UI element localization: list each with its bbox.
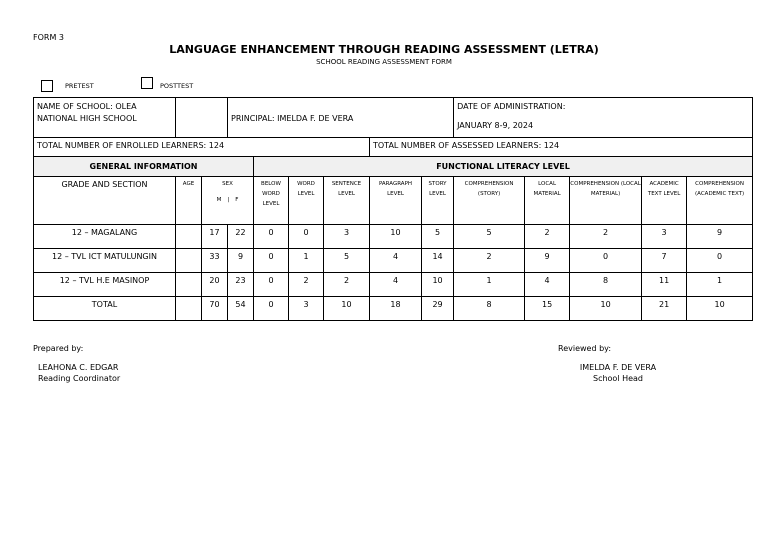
form-title: LANGUAGE ENHANCEMENT THROUGH READING ASSESSMENT (LETRA) bbox=[169, 43, 599, 56]
general-information-header: GENERAL INFORMATION bbox=[34, 157, 254, 177]
col-comp-academic: COMPREHENSION (ACADEMIC TEXT) bbox=[687, 177, 753, 225]
cell-local: 15 bbox=[525, 297, 570, 321]
col-comp-story: COMPREHENSION (STORY) bbox=[454, 177, 525, 225]
cell-age bbox=[176, 297, 202, 321]
cell-grade-section: 12 – TVL ICT MATULUNGIN bbox=[34, 249, 176, 273]
blank-cell bbox=[176, 98, 228, 138]
cell-word: 0 bbox=[289, 225, 324, 249]
cell-male: 70 bbox=[202, 297, 228, 321]
cell-comp-story: 5 bbox=[454, 225, 525, 249]
date-cell bbox=[454, 98, 753, 138]
col-age: AGE bbox=[176, 177, 202, 225]
col-comp-local: COMPREHENSION (LOCAL MATERIAL) bbox=[570, 177, 642, 225]
cell-male: 17 bbox=[202, 225, 228, 249]
cell-paragraph: 10 bbox=[370, 225, 422, 249]
date-value: JANUARY 8-9, 2024 bbox=[457, 121, 534, 130]
col-story: STORY LEVEL bbox=[422, 177, 454, 225]
pretest-checkbox[interactable] bbox=[41, 80, 53, 92]
cell-academic: 21 bbox=[642, 297, 687, 321]
prepared-by-role: Reading Coordinator bbox=[38, 374, 121, 383]
col-sex-m: M bbox=[216, 197, 222, 203]
cell-age bbox=[176, 273, 202, 297]
col-sentence: SENTENCE LEVEL bbox=[324, 177, 370, 225]
col-sex-f: F bbox=[235, 197, 239, 203]
cell-female: 22 bbox=[228, 225, 254, 249]
form-subtitle: SCHOOL READING ASSESSMENT FORM bbox=[316, 58, 452, 66]
cell-below-word: 0 bbox=[254, 249, 289, 273]
cell-sentence: 5 bbox=[324, 249, 370, 273]
cell-local: 4 bbox=[525, 273, 570, 297]
cell-comp-local: 10 bbox=[570, 297, 642, 321]
cell-local: 2 bbox=[525, 225, 570, 249]
col-below-word: BELOW WORD LEVEL bbox=[254, 177, 289, 225]
col-sex bbox=[202, 177, 254, 225]
cell-below-word: 0 bbox=[254, 273, 289, 297]
cell-grade-section: 12 – TVL H.E MASINOP bbox=[34, 273, 176, 297]
pretest-label: PRETEST bbox=[65, 82, 94, 90]
cell-paragraph: 4 bbox=[370, 273, 422, 297]
cell-sentence: 2 bbox=[324, 273, 370, 297]
prepared-by-block bbox=[38, 362, 120, 384]
col-word: WORD LEVEL bbox=[289, 177, 324, 225]
cell-age bbox=[176, 249, 202, 273]
reviewed-by-name: IMELDA F. DE VERA bbox=[579, 363, 657, 372]
table-row bbox=[34, 225, 753, 249]
cell-comp-story: 2 bbox=[454, 249, 525, 273]
cell-comp-academic: 10 bbox=[687, 297, 753, 321]
principal-text: PRINCIPAL: IMELDA F. DE VERA bbox=[231, 114, 354, 123]
cell-female: 9 bbox=[228, 249, 254, 273]
cell-age bbox=[176, 225, 202, 249]
col-academic: ACADEMIC TEXT LEVEL bbox=[642, 177, 687, 225]
functional-literacy-header: FUNCTIONAL LITERACY LEVEL bbox=[254, 157, 753, 177]
reviewed-by-role: School Head bbox=[592, 374, 644, 383]
cell-story: 29 bbox=[422, 297, 454, 321]
prepared-by-label: Prepared by: bbox=[33, 344, 84, 353]
cell-comp-academic: 1 bbox=[687, 273, 753, 297]
cell-word: 2 bbox=[289, 273, 324, 297]
cell-comp-local: 2 bbox=[570, 225, 642, 249]
cell-comp-story: 1 bbox=[454, 273, 525, 297]
posttest-checkbox[interactable] bbox=[141, 77, 153, 89]
school-name-line1: NAME OF SCHOOL: OLEA bbox=[37, 102, 137, 111]
col-sex-label: SEX bbox=[222, 181, 233, 187]
principal-cell bbox=[228, 98, 454, 138]
cell-comp-local: 8 bbox=[570, 273, 642, 297]
enrolled-text: TOTAL NUMBER OF ENROLLED LEARNERS: 124 bbox=[37, 141, 225, 150]
enrolled-cell bbox=[34, 138, 370, 157]
col-sex-separator: | bbox=[227, 197, 230, 203]
assessed-cell bbox=[370, 138, 753, 157]
cell-academic: 3 bbox=[642, 225, 687, 249]
cell-below-word: 0 bbox=[254, 297, 289, 321]
cell-academic: 7 bbox=[642, 249, 687, 273]
cell-story: 5 bbox=[422, 225, 454, 249]
cell-academic: 11 bbox=[642, 273, 687, 297]
table-row bbox=[34, 249, 753, 273]
col-local: LOCAL MATERIAL bbox=[525, 177, 570, 225]
cell-male: 20 bbox=[202, 273, 228, 297]
assessment-table bbox=[33, 97, 753, 321]
cell-story: 10 bbox=[422, 273, 454, 297]
cell-male: 33 bbox=[202, 249, 228, 273]
posttest-label: POSTTEST bbox=[160, 82, 194, 90]
cell-sentence: 3 bbox=[324, 225, 370, 249]
cell-grade-section: TOTAL bbox=[34, 297, 176, 321]
form-number: FORM 3 bbox=[33, 33, 64, 42]
cell-female: 54 bbox=[228, 297, 254, 321]
cell-grade-section: 12 – MAGALANG bbox=[34, 225, 176, 249]
cell-paragraph: 18 bbox=[370, 297, 422, 321]
col-grade-section: GRADE AND SECTION bbox=[34, 177, 176, 225]
cell-story: 14 bbox=[422, 249, 454, 273]
cell-below-word: 0 bbox=[254, 225, 289, 249]
col-paragraph: PARAGRAPH LEVEL bbox=[370, 177, 422, 225]
reviewed-by-block bbox=[560, 362, 676, 384]
cell-comp-story: 8 bbox=[454, 297, 525, 321]
cell-word: 3 bbox=[289, 297, 324, 321]
assessed-text: TOTAL NUMBER OF ASSESSED LEARNERS: 124 bbox=[373, 141, 560, 150]
table-body bbox=[34, 225, 753, 321]
cell-word: 1 bbox=[289, 249, 324, 273]
cell-comp-local: 0 bbox=[570, 249, 642, 273]
date-label: DATE OF ADMINISTRATION: bbox=[457, 102, 566, 111]
cell-sentence: 10 bbox=[324, 297, 370, 321]
cell-comp-academic: 0 bbox=[687, 249, 753, 273]
table-row bbox=[34, 273, 753, 297]
cell-comp-academic: 9 bbox=[687, 225, 753, 249]
reviewed-by-label: Reviewed by: bbox=[558, 344, 612, 353]
table-row bbox=[34, 297, 753, 321]
cell-female: 23 bbox=[228, 273, 254, 297]
school-name-line2: NATIONAL HIGH SCHOOL bbox=[37, 114, 137, 123]
cell-local: 9 bbox=[525, 249, 570, 273]
cell-paragraph: 4 bbox=[370, 249, 422, 273]
prepared-by-name: LEAHONA C. EDGAR bbox=[38, 363, 119, 372]
school-name-cell bbox=[34, 98, 176, 138]
